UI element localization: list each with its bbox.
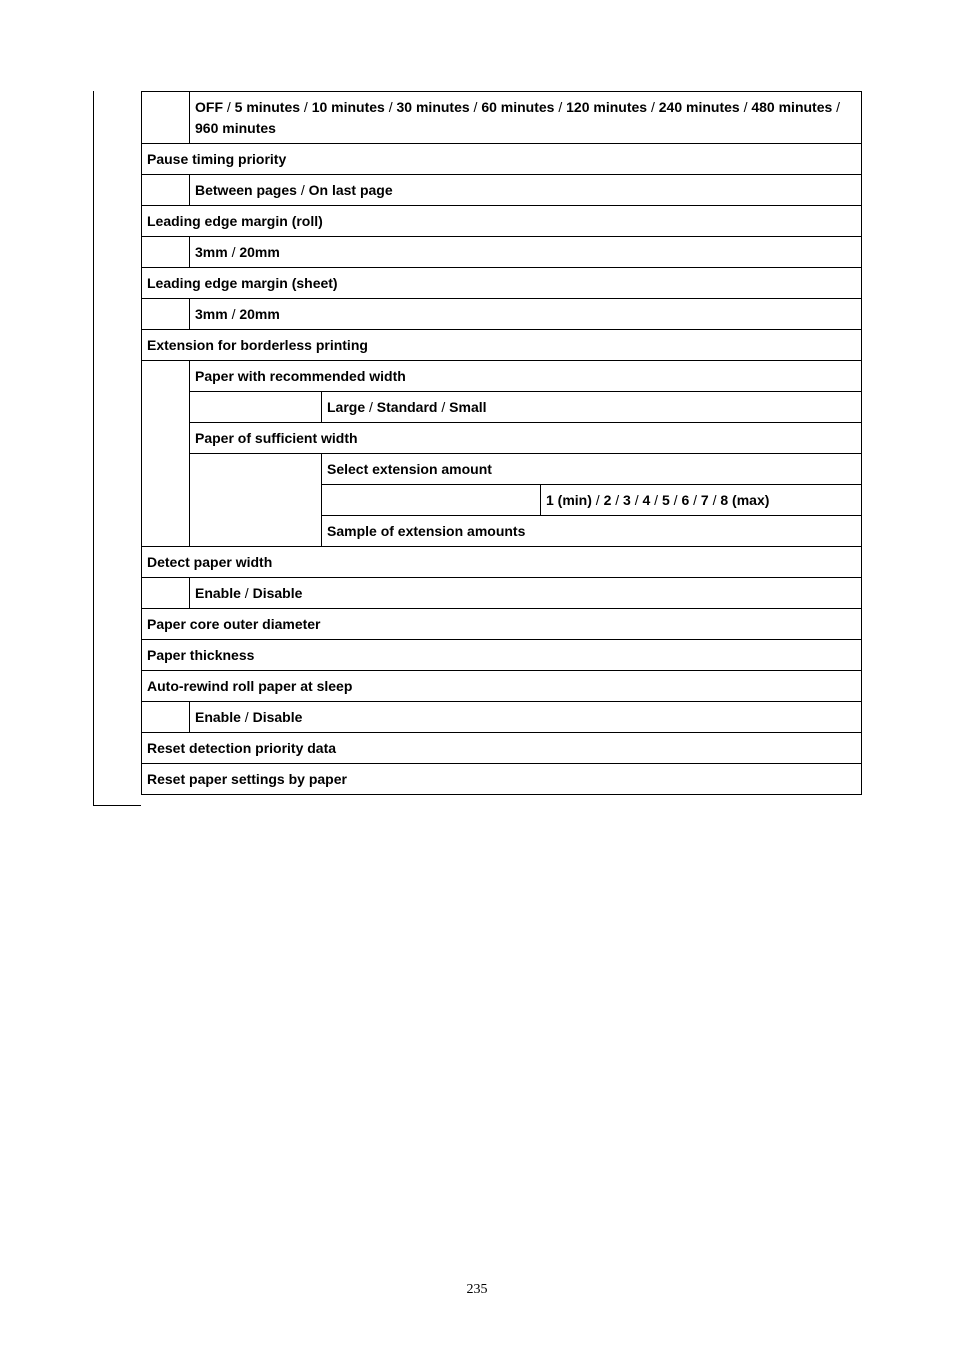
table-row bbox=[142, 206, 862, 237]
option-value: 7 bbox=[700, 491, 709, 508]
option-separator: / bbox=[223, 98, 235, 115]
option-value: Small bbox=[449, 398, 487, 415]
option-separator: / bbox=[469, 98, 482, 115]
option-value: 60 minutes bbox=[481, 98, 555, 115]
indent-cell bbox=[142, 175, 190, 206]
table-row bbox=[142, 361, 862, 392]
setting-label: Auto-rewind roll paper at sleep bbox=[142, 671, 862, 702]
indent-cell bbox=[142, 299, 190, 330]
option-value: 120 minutes bbox=[566, 98, 648, 115]
setting-label: Leading edge margin (sheet) bbox=[142, 268, 862, 299]
table-row bbox=[142, 144, 862, 175]
table-row bbox=[142, 671, 862, 702]
indent-cell bbox=[190, 454, 322, 547]
option-value: 960 minutes bbox=[195, 119, 276, 136]
setting-label: Leading edge margin (roll) bbox=[142, 206, 862, 237]
option-separator: / bbox=[591, 491, 604, 508]
option-value: 240 minutes bbox=[658, 98, 740, 115]
setting-sublabel: Paper with recommended width bbox=[190, 361, 862, 392]
option-separator: / bbox=[300, 98, 312, 115]
table-row bbox=[142, 578, 862, 609]
table-row bbox=[142, 454, 862, 485]
option-list bbox=[190, 175, 862, 206]
option-list bbox=[190, 299, 862, 330]
option-value: 480 minutes bbox=[751, 98, 833, 115]
indent-cell bbox=[322, 485, 541, 516]
option-value: 5 bbox=[661, 491, 670, 508]
option-value: OFF bbox=[195, 98, 223, 115]
option-value: Large bbox=[327, 398, 366, 415]
indent-cell bbox=[142, 92, 190, 144]
option-value: Between pages bbox=[195, 181, 297, 198]
option-separator: / bbox=[384, 98, 397, 115]
table-row bbox=[142, 423, 862, 454]
setting-label: Pause timing priority bbox=[142, 144, 862, 175]
indent-cell bbox=[142, 237, 190, 268]
option-separator: / bbox=[689, 491, 701, 508]
table-row bbox=[142, 268, 862, 299]
table-row bbox=[142, 392, 862, 423]
table-row bbox=[142, 175, 862, 206]
indent-cell bbox=[190, 392, 322, 423]
table-row bbox=[142, 299, 862, 330]
indent-cell bbox=[142, 361, 190, 547]
option-value: 2 bbox=[603, 491, 612, 508]
option-value: 6 bbox=[681, 491, 690, 508]
option-separator: / bbox=[437, 398, 450, 415]
table-row bbox=[142, 92, 862, 144]
setting-label: Reset detection priority data bbox=[142, 733, 862, 764]
option-list bbox=[322, 392, 862, 423]
option-separator: / bbox=[739, 98, 752, 115]
setting-label: Paper thickness bbox=[142, 640, 862, 671]
option-value: Enable bbox=[195, 584, 241, 601]
table-row bbox=[142, 702, 862, 733]
option-list bbox=[541, 485, 862, 516]
setting-label: Reset paper settings by paper bbox=[142, 764, 862, 795]
setting-sublabel: Paper of sufficient width bbox=[190, 423, 862, 454]
option-separator: / bbox=[650, 491, 662, 508]
option-separator: / bbox=[669, 491, 682, 508]
table-row bbox=[142, 764, 862, 795]
option-value: Enable bbox=[195, 708, 241, 725]
option-separator: / bbox=[227, 243, 240, 260]
option-value: 5 minutes bbox=[234, 98, 301, 115]
option-separator: / bbox=[554, 98, 567, 115]
table-row bbox=[142, 640, 862, 671]
table-row bbox=[142, 547, 862, 578]
option-separator: / bbox=[365, 398, 377, 415]
option-list bbox=[190, 92, 862, 144]
page-number: 235 bbox=[466, 1282, 488, 1297]
table-row bbox=[142, 330, 862, 361]
option-separator: / bbox=[240, 708, 253, 725]
option-value: On last page bbox=[308, 181, 393, 198]
option-value: 3 bbox=[623, 491, 631, 508]
setting-sublabel: Select extension amount bbox=[322, 454, 862, 485]
option-value: 30 minutes bbox=[396, 98, 470, 115]
option-separator: / bbox=[227, 305, 240, 322]
setting-label: Extension for borderless printing bbox=[142, 330, 862, 361]
option-separator: / bbox=[240, 584, 253, 601]
option-separator: / bbox=[296, 181, 309, 198]
table-row bbox=[142, 733, 862, 764]
settings-table bbox=[141, 91, 862, 795]
option-value: 20mm bbox=[239, 305, 280, 322]
option-value: 20mm bbox=[239, 243, 280, 260]
option-value: Standard bbox=[376, 398, 438, 415]
indent-cell bbox=[142, 702, 190, 733]
setting-label: Detect paper width bbox=[142, 547, 862, 578]
option-value: 3mm bbox=[195, 305, 228, 322]
option-value: 10 minutes bbox=[311, 98, 385, 115]
option-value: Disable bbox=[252, 708, 303, 725]
option-separator: / bbox=[708, 491, 721, 508]
indent-cell bbox=[142, 578, 190, 609]
option-value: 3mm bbox=[195, 243, 228, 260]
option-value: Disable bbox=[252, 584, 303, 601]
option-value: 4 bbox=[642, 491, 651, 508]
option-separator: / bbox=[647, 98, 659, 115]
option-list bbox=[190, 578, 862, 609]
option-value: 1 (min) bbox=[546, 491, 592, 508]
setting-sublabel: Sample of extension amounts bbox=[322, 516, 862, 547]
outer-left-border bbox=[93, 91, 94, 806]
option-separator: / bbox=[832, 98, 841, 115]
table-row bbox=[142, 609, 862, 640]
setting-label: Paper core outer diameter bbox=[142, 609, 862, 640]
table-row bbox=[142, 237, 862, 268]
option-separator: / bbox=[611, 491, 624, 508]
option-value: 8 (max) bbox=[720, 491, 770, 508]
option-separator: / bbox=[630, 491, 643, 508]
option-list bbox=[190, 237, 862, 268]
option-list bbox=[190, 702, 862, 733]
outer-bottom-border bbox=[93, 805, 141, 806]
